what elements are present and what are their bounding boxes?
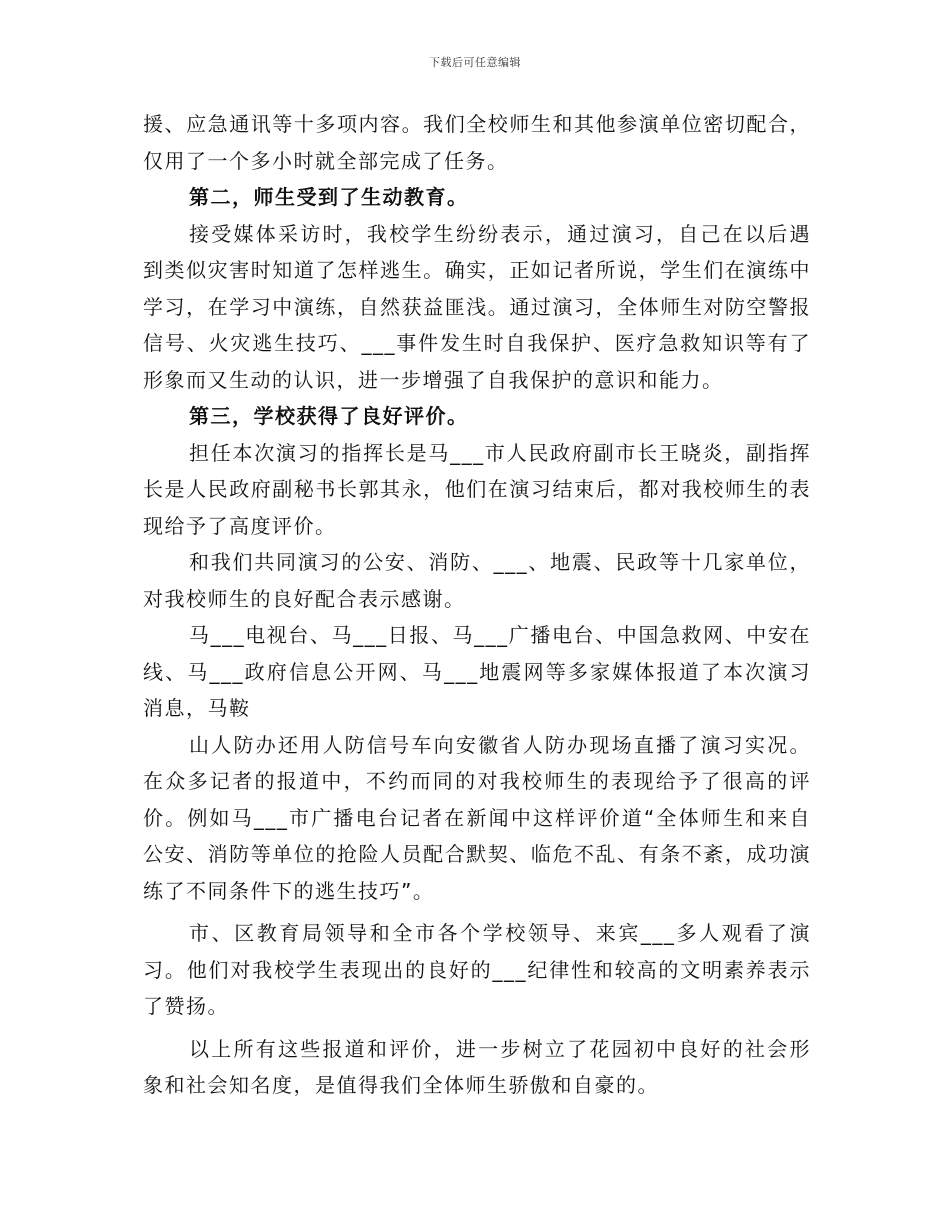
paragraph: 接受媒体采访时，我校学生纷纷表示，通过演习，自己在以后遇到类似灾害时知道了怎样逃生。确实，正如记者所说，学生们在演练中学习，在学习中演练，自然获益匪浅。通过演习，全体师生对防空警报信号、火灾逃生技巧、___事件发生时自我保护、医疗急救知识等有了形象而又生动的认识，进一步增强了自我保护的意识和能力。	[143, 221, 811, 392]
section-heading-3: 第三，学校获得了良好评价。	[189, 404, 469, 428]
page-header: 下载后可任意编辑	[429, 56, 521, 69]
paragraph: 马___电视台、马___日报、马___广播电台、中国急救网、中安在线、马___政府信息公开网、马___地震网等多家媒体报道了本次演习消息，马鞍	[143, 623, 811, 720]
paragraph: 担任本次演习的指挥长是马___市人民政府副市长王晓炎，副指挥长是人民政府副秘书长郭其永，他们在演习结束后，都对我校师生的表现给予了高度评价。	[143, 440, 811, 538]
paragraph: 以上所有这些报道和评价，进一步树立了花园初中良好的社会形象和社会知名度，是值得我们全体师生骄傲和自豪的。	[143, 1036, 811, 1097]
paragraph-continuation: 援、应急通讯等十多项内容。我们全校师生和其他参演单位密切配合，仅用了一个多小时就全部完成了任务。	[143, 112, 811, 173]
paragraph: 山人防办还用人防信号车向安徽省人防办现场直播了演习实况。在众多记者的报道中，不约而同的对我校师生的表现给予了很高的评价。例如马___市广播电台记者在新闻中这样评价道“全体师生和来自公安、消防等单位的抢险人员配合默契、临危不乱、有条不紊，成功演练了不同条件下的逃生技巧”。	[143, 732, 811, 903]
paragraph: 市、区教育局领导和全市各个学校领导、来宾___多人观看了演习。他们对我校学生表现出的良好的___纪律性和较高的文明素养表示了赞扬。	[143, 921, 811, 1018]
section-heading-2: 第二，师生受到了生动教育。	[189, 185, 469, 209]
document-body	[143, 106, 811, 1104]
paragraph: 和我们共同演习的公安、消防、___、地震、民政等十几家单位，对我校师生的良好配合表示感谢。	[143, 550, 811, 611]
